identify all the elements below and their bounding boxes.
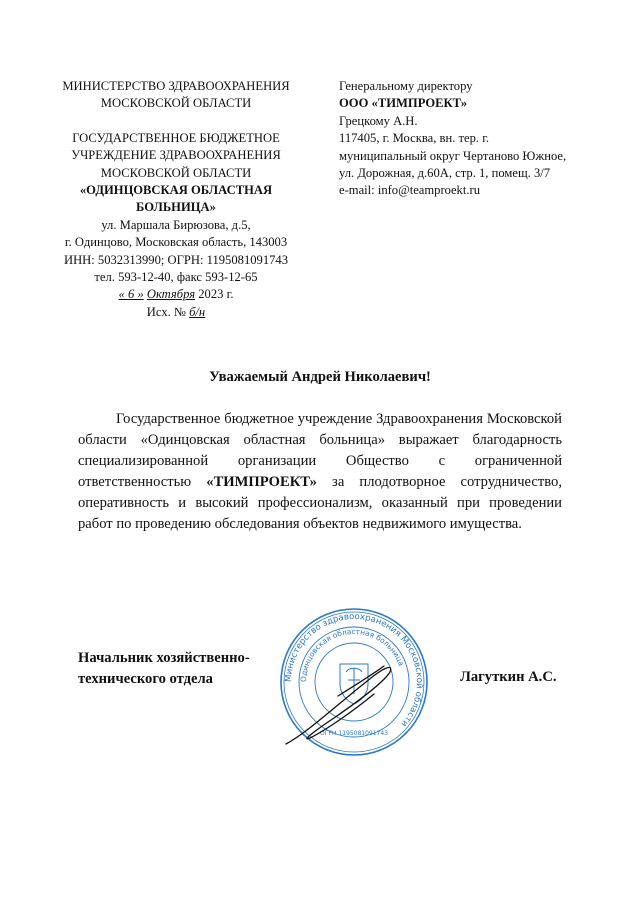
stamp-inner-text: Одинцовская областная больница	[298, 626, 406, 683]
sender-address-line-1: ул. Маршала Бирюзова, д.5,	[101, 217, 251, 232]
recipient-person: Грецкому А.Н.	[339, 113, 418, 128]
recipient-address-line-2: муниципальный округ Чертаново Южное,	[339, 148, 567, 163]
hospital-name-line-2: БОЛЬНИЦА»	[136, 200, 216, 215]
sender-address-line-2: г. Одинцово, Московская область, 143003	[64, 235, 288, 250]
hospital-name-line-1: «ОДИНЦОВСКАЯ ОБЛАСТНАЯ	[79, 183, 273, 198]
date-year: 2023 г.	[198, 287, 234, 302]
ministry-line-1: МИНИСТЕРСТВО ЗДРАВООХРАНЕНИЯ	[62, 79, 290, 93]
recipient-address-line-3: ул. Дорожная, д.60А, стр. 1, помещ. 3/7	[339, 166, 551, 181]
date-day: « 6 »	[118, 287, 144, 302]
recipient-email: e-mail: info@teamproekt.ru	[339, 183, 480, 198]
body-company-name: «ТИМПРОЕКТ»	[206, 474, 317, 490]
recipient-title: Генеральному директору	[339, 79, 473, 93]
outgoing-reference	[56, 304, 296, 321]
official-stamp-icon	[278, 606, 430, 758]
signatory-name: Лагуткин А.С.	[460, 669, 557, 685]
sender-header	[56, 78, 296, 321]
date-month: Октября	[146, 287, 196, 302]
sender-phone: тел. 593-12-40, факс 593-12-65	[94, 270, 258, 285]
institution-line-3: МОСКОВСКОЙ ОБЛАСТИ	[100, 165, 252, 180]
institution-line-1: ГОСУДАРСТВЕННОЕ БЮДЖЕТНОЕ	[72, 130, 280, 145]
letter-body	[78, 409, 562, 535]
institution-line-2: УЧРЕЖДЕНИЕ ЗДРАВООХРАНЕНИЯ	[71, 148, 281, 163]
signatory-position-line-2: технического отдела	[78, 671, 213, 687]
recipient-header	[339, 78, 629, 200]
signatory-position-line-1: Начальник хозяйственно-	[78, 650, 250, 666]
body-text-part-2: за плодотворное сотрудничество, оперативность и высокий профессионализм, оказанный при проведении работ по проведению обследования объектов недвижимого имущества.	[78, 474, 562, 532]
body-text-part-1: Государственное бюджетное учреждение Здравоохранения Московской области «Одинцовская областная больница» выражает благодарность специализированной организации Общество с ограниченной ответственностью	[78, 411, 562, 490]
stamp-outer-text: Министерство здравоохранения Московской области	[283, 611, 425, 729]
letter-date	[56, 286, 296, 303]
ministry-line-2: МОСКОВСКОЙ ОБЛАСТИ	[100, 96, 252, 111]
sender-ids: ИНН: 5032313990; ОГРН: 1195081091743	[63, 252, 289, 267]
signatory-position	[78, 648, 250, 690]
recipient-address-line-1: 117405, г. Москва, вн. тер. г.	[339, 131, 490, 146]
greeting: Уважаемый Андрей Николаевич!	[209, 369, 431, 385]
ref-number: б/н	[189, 304, 206, 319]
ref-label: Исх. №	[146, 304, 186, 319]
stamp-ogrn: ОГРН 1195081091743	[319, 730, 389, 737]
recipient-company: ООО «ТИМПРОЕКТ»	[339, 96, 468, 111]
